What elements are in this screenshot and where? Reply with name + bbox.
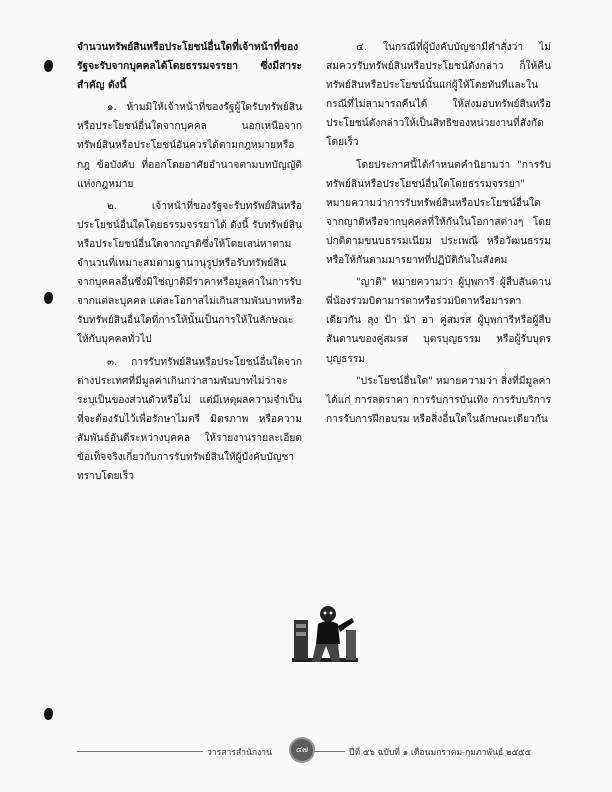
footer-rule-left <box>77 751 203 752</box>
left-paragraph-2: ๒. เจ้าหน้าที่ของรัฐจะรับทรัพย์สินหรือประโยชน์อื่นใดโดยธรรมจรรยาได้ ดังนี้ รับทรัพย์สินหรือประโยชน์อื่นใดจากญาติซึ่งให้โดยเสน่หาตามจำนวนที่เหมาะสมตามฐานานุรูปหรือรับทรัพย์สินจากบุคคลอื่นซึ่งมิใช่ญาติมีราคาหรือมูลค่าในการรับจากแต่ละบุคคล แต่ละโอกาสไม่เกินสามพันบาทหรือรับทรัพย์สินอื่นใดที่การให้นั้นเป็นการให้ในลักษณะให้กับบุคคลทั่วไป <box>77 200 302 346</box>
margin-mark-bottom <box>44 708 53 720</box>
margin-mark-top <box>44 60 53 72</box>
page-number-badge <box>289 737 315 763</box>
page-number: ๔๗ <box>295 745 309 754</box>
left-column <box>77 38 302 489</box>
left-paragraph-1: ๑. ห้ามมิให้เจ้าหน้าที่ของรัฐผู้ใดรับทรัพย์สินหรือประโยชน์อื่นใดจากบุคคล นอกเหนือจากทรัพย์สินหรือประโยชน์อันควรได้ตามกฎหมายหรือกฎ ข้อบังคับ ที่ออกโดยอาศัยอำนาจตามบทบัญญัติแห่งกฎหมาย <box>77 102 302 190</box>
left-paragraph-3: ๓. การรับทรัพย์สินหรือประโยชน์อื่นใดจากต่างประเทศที่มีมูลค่าเกินกว่าสามพันบาทไม่ว่าจะระบุเป็นของส่วนตัวหรือไม่ แต่มีเหตุผลความจำเป็นที่จะต้องรับไว้เพื่อรักษาไมตรี มิตรภาพ หรือความสัมพันธ์อันดีระหว่างบุคคล ให้รายงานรายละเอียดข้อเท็จจริงเกี่ยวกับการรับทรัพย์สินให้ผู้บังคับบัญชาทราบโดยเร็ว <box>77 356 302 483</box>
cartoon-figure-icon <box>290 600 360 672</box>
left-paragraph-intro: จำนวนทรัพย์สินหรือประโยชน์อื่นใดที่เจ้าหน้าที่ของรัฐจะรับจากบุคคลได้โดยธรรมจรรยา ซึ่งมีสาระสำคัญ ดังนี้ <box>77 41 302 92</box>
journal-name: วารสารสำนักงาน <box>207 748 272 758</box>
page-footer <box>77 740 557 764</box>
right-paragraph-definition: โดยประกาศนี้ได้กำหนดคำนิยามว่า "การรับทรัพย์สินหรือประโยชน์อื่นใดโดยธรรมจรรยา" หมายความว่าการรับทรัพย์สินหรือประโยชน์อื่นใดจากญาติหรือจากบุคคลที่ให้กันในโอกาสต่างๆ โดยปกติตามขนบธรรมเนียม ประเพณี หรือวัฒนธรรม หรือให้กันตามมารยาทที่ปฏิบัติกันในสังคม <box>326 159 551 267</box>
right-paragraph-4: ๔. ในกรณีที่ผู้บังคับบัญชามีคำสั่งว่า ไม่สมควรรับทรัพย์สินหรือประโยชน์ดังกล่าว ก็ให้คืนทรัพย์สินหรือประโยชน์นั้นแก่ผู้ให้โดยทันทีและในกรณีที่ไม่สามารถคืนได้ ให้ส่งมอบทรัพย์สินหรือประโยชน์ดังกล่าวให้เป็นสิทธิของหน่วยงานที่สังกัดโดยเร็ว <box>326 42 551 149</box>
issue-info: ปีที่ ๕๖ ฉบับที่ ๑ เดือนมกราคม-กุมภาพันธ์ ๒๕๕๕ <box>349 748 532 758</box>
footer-rule-mid <box>315 751 345 752</box>
margin-mark-middle <box>44 292 53 304</box>
right-paragraph-benefit: "ประโยชน์อื่นใด" หมายความว่า สิ่งที่มีมูลค่า ได้แก่ การลดราคา การรับการบันเทิง การรับบริการ การรับการฝึกอบรม หรือสิ่งอื่นใดในลักษณะเดียวกัน <box>326 375 551 425</box>
right-paragraph-relative: "ญาติ" หมายความว่า ผู้บุพการี ผู้สืบสันดาน พี่น้องร่วมบิดามารดาหรือร่วมบิดาหรือมารดาเดียวกัน ลุง ป้า น้า อา คู่สมรส ผู้บุพการีหรือผู้สืบสันดานของคู่สมรส บุตรบุญธรรม หรือผู้รับบุตรบุญธรรม <box>326 277 551 365</box>
right-column <box>326 38 551 432</box>
